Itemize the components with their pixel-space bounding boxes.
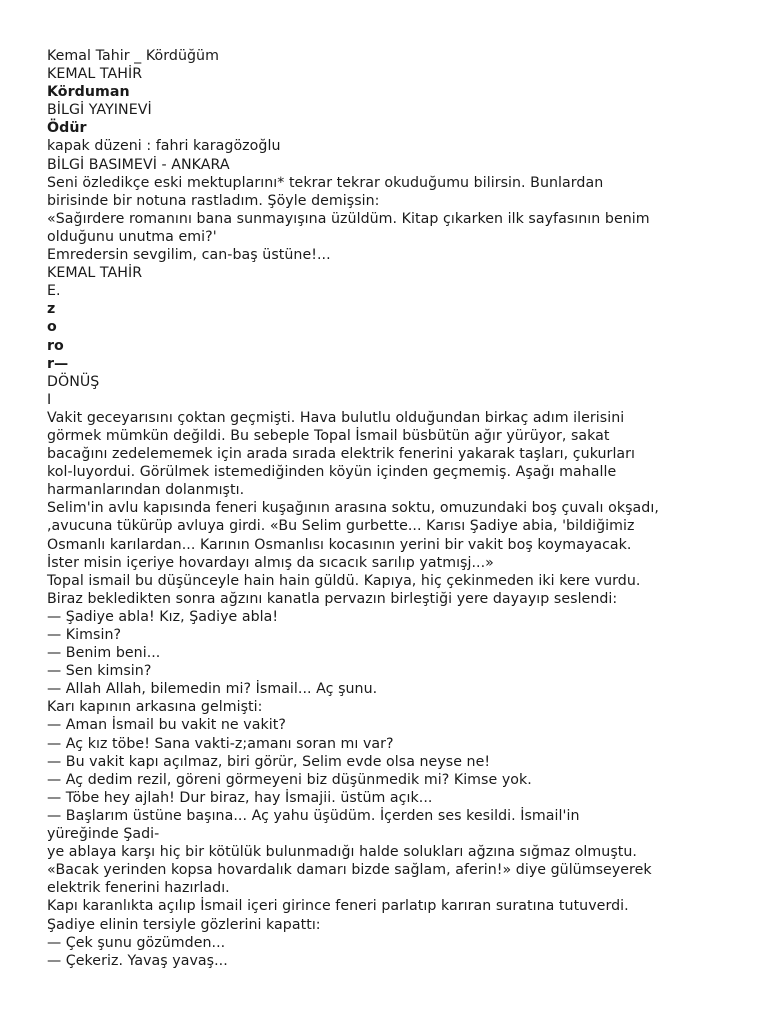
doc-line: birisinde bir notuna rastladım. Şöyle demişsin: xyxy=(47,192,380,209)
doc-line: kol-luyordui. Görülmek istemediğinden köyün içinden geçmemiş. Aşağı mahalle xyxy=(47,464,617,481)
doc-line: Körduman xyxy=(47,84,130,101)
doc-line: olduğunu unutma emi?' xyxy=(47,228,217,245)
doc-line: «Sağırdere romanını bana sunmayışına üzüldüm. Kitap çıkarken ilk sayfasının benim xyxy=(47,210,650,227)
doc-line: KEMAL TAHİR xyxy=(47,265,143,282)
doc-line: Biraz bekledikten sonra ağzını kanatla pervazın birleştiği yere dayayıp seslendi: xyxy=(47,590,618,607)
doc-line: — Sen kimsin? xyxy=(47,663,152,680)
doc-line: — Allah Allah, bilemedin mi? İsmail... Aç şunu. xyxy=(47,681,378,698)
doc-line: Ödür xyxy=(47,120,87,137)
doc-line: Selim'in avlu kapısında feneri kuşağının arasına soktu, omuzundaki boş çuvalı okşadı, xyxy=(47,500,659,517)
doc-line: yüreğinde Şadi- xyxy=(47,826,160,843)
doc-line: o xyxy=(47,319,57,336)
doc-line: görmek mümkün değildi. Bu sebeple Topal İsmail büsbütün ağır yürüyor, sakat xyxy=(47,427,610,444)
document-body xyxy=(47,47,747,970)
doc-line: — Töbe hey ajlah! Dur biraz, hay İsmajii. üstüm açık... xyxy=(47,789,433,806)
doc-line: ro xyxy=(47,337,64,354)
doc-line: «Bacak yerinden kopsa hovardalık damarı bizde sağlam, aferin!» diye gülümseyerek xyxy=(47,862,652,879)
doc-line: İster misin içeriye hovardayı almış da sıcacık sarılıp yatmışj...» xyxy=(47,554,494,571)
doc-line: Kemal Tahir _ Kördüğüm xyxy=(47,48,219,64)
doc-line: — Kimsin? xyxy=(47,627,122,643)
doc-line: elektrik fenerini hazırladı. xyxy=(47,880,230,897)
doc-line: ye ablaya karşı hiç bir kötülük bulunmadığı halde solukları ağzına sığmaz olmuştu. xyxy=(47,844,637,861)
doc-line: ,avucuna tükürüp avluya girdi. «Bu Selim gurbette... Karısı Şadiye abia, 'bildiğimiz xyxy=(47,518,635,535)
doc-line: Topal ismail bu düşünceyle hain hain güldü. Kapıya, hiç çekinmeden iki kere vurdu. xyxy=(47,572,641,589)
doc-line: — Başlarım üstüne başına... Aç yahu üşüdüm. İçerden ses kesildi. İsmail'in xyxy=(47,807,580,824)
doc-line: Vakit geceyarısını çoktan geçmişti. Hava bulutlu olduğundan birkaç adım ilerisini xyxy=(47,409,625,426)
doc-line: Şadiye elinin tersiyle gözlerini kapattı: xyxy=(47,916,321,933)
doc-line: Kapı karanlıkta açılıp İsmail içeri girince feneri parlatıp karıran suratına tutuverdi. xyxy=(47,898,629,915)
doc-line: DÖNÜŞ xyxy=(47,373,100,390)
doc-line: r— xyxy=(47,355,69,372)
doc-line: — Bu vakit kapı açılmaz, biri görür, Selim evde olsa neyse ne! xyxy=(47,753,491,770)
doc-line: Karı kapının arkasına gelmişti: xyxy=(47,699,263,716)
doc-line: — Aman İsmail bu vakit ne vakit? xyxy=(47,717,286,734)
doc-line: — Aç kız töbe! Sana vakti-z;amanı soran mı var? xyxy=(47,735,394,752)
doc-line: BİLGİ BASIMEVİ - ANKARA xyxy=(47,156,230,173)
doc-line: I xyxy=(47,391,52,408)
doc-line: — Şadiye abla! Kız, Şadiye abla! xyxy=(47,608,279,625)
doc-line: kapak düzeni : fahri karagözoğlu xyxy=(47,138,281,155)
doc-line: Seni özledikçe eski mektuplarını* tekrar tekrar okuduğumu bilirsin. Bunlardan xyxy=(47,174,604,191)
doc-line: — Çekeriz. Yavaş yavaş... xyxy=(47,952,228,969)
doc-line: z xyxy=(47,301,56,318)
doc-line: — Aç dedim rezil, göreni görmeyeni biz düşünmedik mi? Kimse yok. xyxy=(47,771,532,788)
doc-line: Osmanlı karılardan... Karının Osmanlısı kocasının yerini bir vakit boş koymayacak. xyxy=(47,536,632,553)
doc-line: — Çek şunu gözümden... xyxy=(47,934,226,951)
doc-line: bacağını zedelememek için arada sırada elektrik fenerini yakarak taşları, çukurları xyxy=(47,446,636,463)
doc-line: BİLGİ YAYINEVİ xyxy=(47,102,152,119)
doc-line: KEMAL TAHİR xyxy=(47,66,143,83)
doc-line: Emredersin sevgilim, can-baş üstüne!... xyxy=(47,247,331,264)
doc-line: — Benim beni... xyxy=(47,645,161,662)
doc-line: harmanlarından dolanmıştı. xyxy=(47,482,245,499)
doc-line: E. xyxy=(47,283,61,300)
